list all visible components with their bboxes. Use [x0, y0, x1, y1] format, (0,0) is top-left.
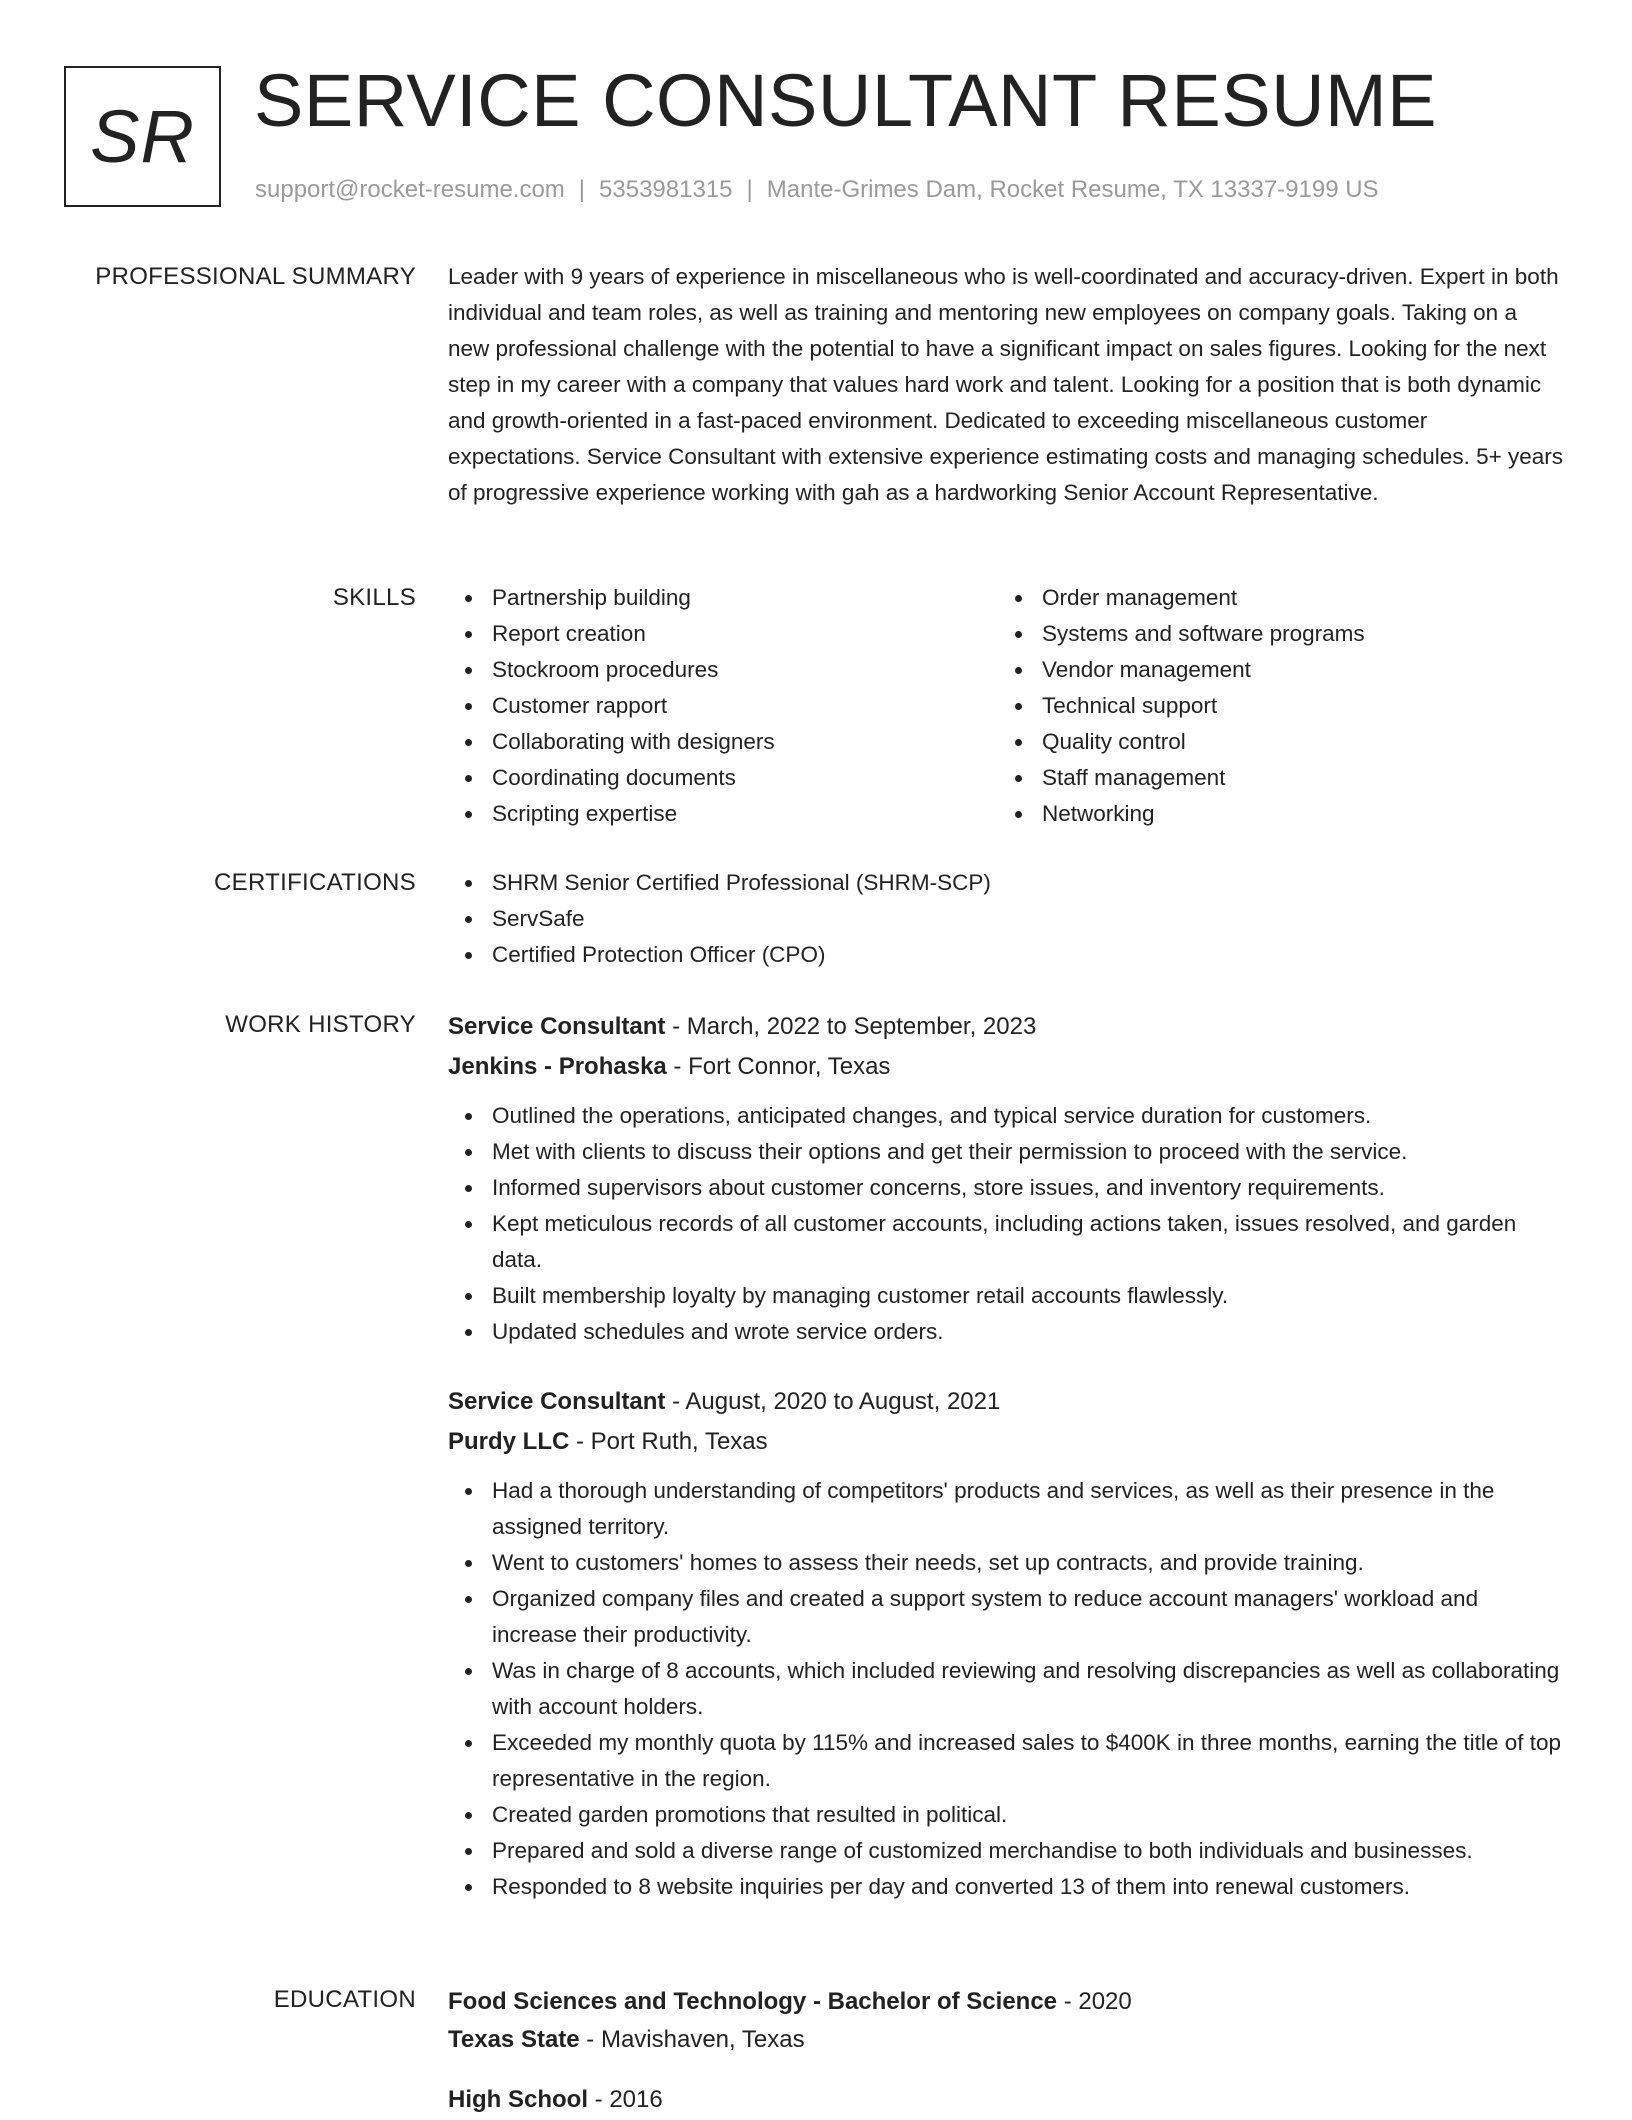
job-company-line — [448, 1422, 1563, 1462]
list-item: Report creation — [448, 616, 998, 652]
list-item: Systems and software programs — [998, 616, 1548, 652]
job-entry — [448, 1007, 1563, 1350]
job-duties-list — [448, 1473, 1563, 1905]
education-year: - 2016 — [588, 2086, 663, 2113]
summary-text: Leader with 9 years of experience in miscellaneous who is well-coordinated and accuracy-driven. Expert in both individual and team roles, as well as training and mentoring new employees on company goals. Taking on a new professional challenge with the potential to have a significant impact on sales figures. Looking for the next step in my career with a company that values hard work and talent. Looking for a position that is both dynamic and growth-oriented in a fast-paced environment. Dedicated to exceeding miscellaneous customer expectations. Service Consultant with extensive experience estimating costs and managing schedules. 5+ years of progressive experience working with gah as a hardworking Senior Account Representative. — [448, 264, 1563, 505]
job-title: Service Consultant — [448, 1013, 666, 1040]
job-title-line — [448, 1382, 1563, 1422]
job-company-line — [448, 1047, 1563, 1087]
education-school-line — [448, 2022, 1563, 2058]
list-item: Technical support — [998, 688, 1548, 724]
work-history-body — [448, 1007, 1563, 1905]
job-company: Purdy LLC — [448, 1428, 570, 1455]
contact-line — [255, 174, 1379, 206]
section-label-skills: SKILLS — [332, 584, 416, 611]
job-duties-list — [448, 1098, 1563, 1350]
section-label-work-history: WORK HISTORY — [225, 1011, 416, 1038]
job-title: Service Consultant — [448, 1388, 666, 1415]
education-entry — [448, 1982, 1563, 2058]
list-item: Partnership building — [448, 580, 998, 616]
education-body — [448, 1982, 1563, 2120]
list-item: Built membership loyalty by managing customer retail accounts flawlessly. — [448, 1278, 1563, 1314]
monogram-logo — [64, 66, 221, 207]
list-item: Collaborating with designers — [448, 724, 998, 760]
skills-list-left — [448, 580, 998, 832]
list-item: Scripting expertise — [448, 796, 998, 832]
section-label-certifications: CERTIFICATIONS — [214, 869, 416, 896]
list-item: Went to customers' homes to assess their needs, set up contracts, and provide training. — [448, 1545, 1563, 1581]
list-item: Prepared and sold a diverse range of customized merchandise to both individuals and businesses. — [448, 1833, 1563, 1869]
certifications-list — [448, 865, 1563, 973]
list-item: Responded to 8 website inquiries per day and converted 13 of them into renewal customers. — [448, 1869, 1563, 1905]
education-degree: Food Sciences and Technology - Bachelor of Science — [448, 1988, 1058, 2015]
section-label-education: EDUCATION — [273, 1986, 416, 2013]
contact-email: support@rocket-resume.com — [255, 176, 565, 203]
list-item: Quality control — [998, 724, 1548, 760]
summary-body — [448, 259, 1563, 511]
job-dates: - March, 2022 to September, 2023 — [665, 1013, 1037, 1040]
list-item: Informed supervisors about customer concerns, store issues, and inventory requirements. — [448, 1170, 1563, 1206]
section-label-summary: PROFESSIONAL SUMMARY — [95, 263, 416, 290]
education-location: - Mavishaven, Texas — [579, 2026, 805, 2053]
list-item: Organized company files and created a support system to reduce account managers' workload and increase their productivity. — [448, 1581, 1563, 1653]
list-item: Created garden promotions that resulted in political. — [448, 1797, 1563, 1833]
job-location: - Fort Connor, Texas — [666, 1053, 891, 1080]
contact-address: Mante-Grimes Dam, Rocket Resume, TX 13337-9199 US — [766, 176, 1379, 203]
list-item: Met with clients to discuss their options and get their permission to proceed with the service. — [448, 1134, 1563, 1170]
education-school: Texas State — [448, 2026, 580, 2053]
skills-list-right — [998, 580, 1548, 832]
education-degree-line — [448, 2080, 1563, 2120]
list-item: Order management — [998, 580, 1548, 616]
job-company: Jenkins - Prohaska — [448, 1053, 667, 1080]
job-location: - Port Ruth, Texas — [569, 1428, 768, 1455]
list-item: Staff management — [998, 760, 1548, 796]
list-item: Had a thorough understanding of competitors' products and services, as well as their presence in the assigned territory. — [448, 1473, 1563, 1545]
list-item: Certified Protection Officer (CPO) — [448, 937, 1563, 973]
job-entry — [448, 1382, 1563, 1905]
education-degree-line — [448, 1982, 1563, 2022]
list-item: Vendor management — [998, 652, 1548, 688]
job-dates: - August, 2020 to August, 2021 — [665, 1388, 1001, 1415]
list-item: Was in charge of 8 accounts, which included reviewing and resolving discrepancies as well as collaborating with account holders. — [448, 1653, 1563, 1725]
list-item: Kept meticulous records of all customer accounts, including actions taken, issues resolved, and garden data. — [448, 1206, 1563, 1278]
list-item: Coordinating documents — [448, 760, 998, 796]
resume-title: SERVICE CONSULTANT RESUME — [254, 59, 1438, 142]
contact-separator: | — [746, 176, 753, 203]
list-item: SHRM Senior Certified Professional (SHRM-SCP) — [448, 865, 1563, 901]
list-item: Updated schedules and wrote service orders. — [448, 1314, 1563, 1350]
list-item: Networking — [998, 796, 1548, 832]
list-item: ServSafe — [448, 901, 1563, 937]
contact-separator: | — [578, 176, 586, 203]
job-title-line — [448, 1007, 1563, 1047]
monogram-initials: SR — [90, 95, 195, 178]
list-item: Exceeded my monthly quota by 115% and increased sales to $400K in three months, earning the title of top representative in the region. — [448, 1725, 1563, 1797]
list-item: Outlined the operations, anticipated changes, and typical service duration for customers. — [448, 1098, 1563, 1134]
education-year: - 2020 — [1057, 1988, 1132, 2015]
education-entry — [448, 2080, 1563, 2120]
education-degree: High School — [448, 2086, 588, 2113]
list-item: Customer rapport — [448, 688, 998, 724]
skills-body — [448, 580, 1563, 832]
contact-phone: 5353981315 — [599, 176, 733, 203]
certifications-body — [448, 865, 1563, 973]
list-item: Stockroom procedures — [448, 652, 998, 688]
